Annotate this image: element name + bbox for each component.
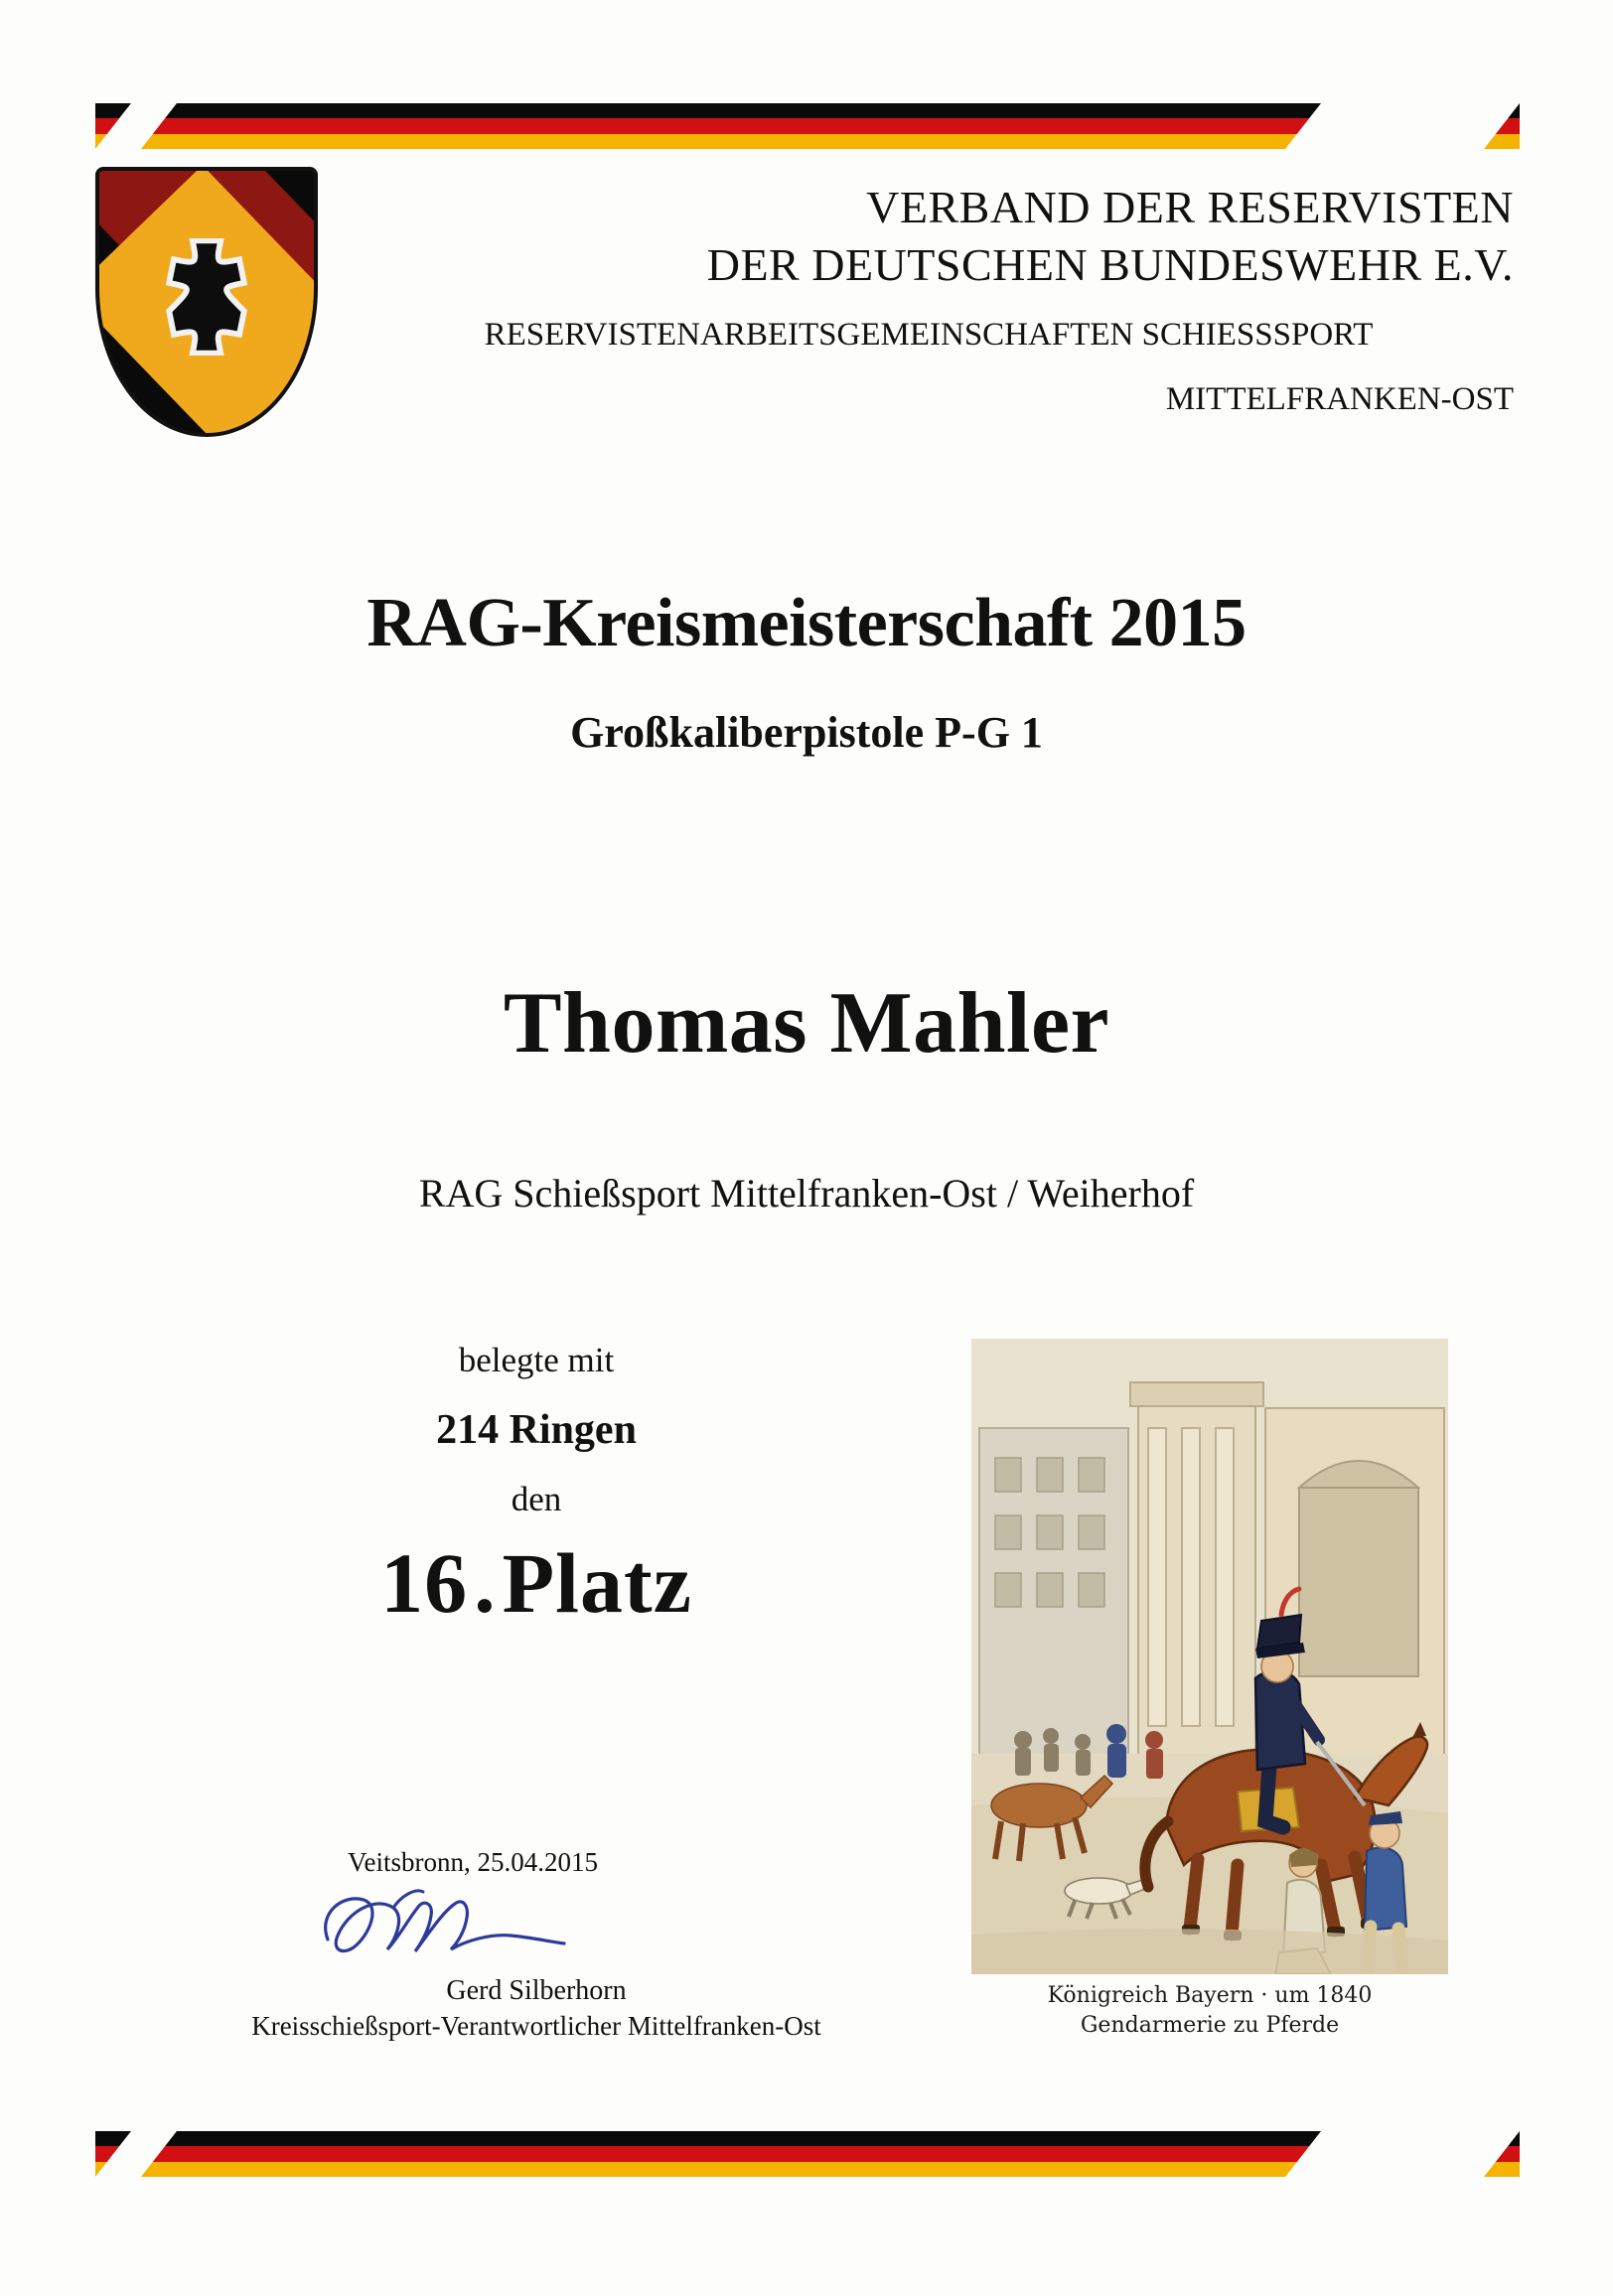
flag-stripe-black — [95, 2131, 1520, 2146]
event-title: RAG-Kreismeisterschaft 2015 — [367, 585, 1246, 661]
illustration-caption-line-2: Gendarmerie zu Pferde — [1080, 2012, 1340, 2038]
result-placement — [228, 1533, 844, 1633]
recipient-club: RAG Schießsport Mittelfranken-Ost / Weiherhof — [418, 1171, 1195, 1216]
flag-band-end-cut — [1285, 2131, 1520, 2177]
organization-header — [338, 179, 1520, 421]
result-intro-text: belegte mit — [458, 1341, 615, 1379]
placement-dot: . — [474, 1535, 497, 1631]
illustration-artwork — [971, 1339, 1448, 1974]
flag-stripe-black — [95, 103, 1520, 118]
illustration-caption-line-1: Königreich Bayern · um 1840 — [1047, 1983, 1373, 2008]
flag-band-end-cut — [1285, 103, 1520, 149]
recipient-name: Thomas Mahler — [503, 975, 1110, 1072]
illustration-image — [971, 1339, 1448, 1974]
bundeswehr-shield-icon — [95, 167, 318, 437]
illustration-frame — [971, 1339, 1448, 1974]
organization-line-1: VERBAND DER RESERVISTEN — [866, 182, 1514, 232]
result-score: 214 Ringen — [436, 1407, 637, 1453]
signature-place-date: Veitsbronn, 25.04.2015 — [348, 1847, 598, 1877]
organization-subline-1: RESERVISTENARBEITSGEMEINSCHAFTEN SCHIESSSPORT — [484, 317, 1374, 353]
flag-band-bottom — [95, 2131, 1520, 2177]
placement-label: Platz — [502, 1535, 692, 1631]
organization-line-2: DER DEUTSCHEN BUNDESWEHR E.V. — [706, 238, 1514, 290]
organization-subline-2: MITTELFRANKEN-OST — [1165, 380, 1514, 417]
iron-cross-icon — [148, 238, 265, 356]
illustration-caption — [971, 1981, 1448, 2040]
result-block — [228, 1341, 844, 1633]
signatory-name: Gerd Silberhorn — [446, 1975, 627, 2006]
placement-number: 16 — [380, 1535, 469, 1631]
signature-block — [149, 1847, 924, 2042]
flag-band-top — [95, 103, 1520, 149]
result-connector-text: den — [511, 1480, 562, 1518]
signatory-role: Kreisschießsport-Verantwortlicher Mittelfranken-Ost — [251, 2011, 821, 2041]
handwritten-signature — [149, 1878, 924, 1973]
event-discipline: Großkaliberpistole P-G 1 — [570, 708, 1043, 757]
